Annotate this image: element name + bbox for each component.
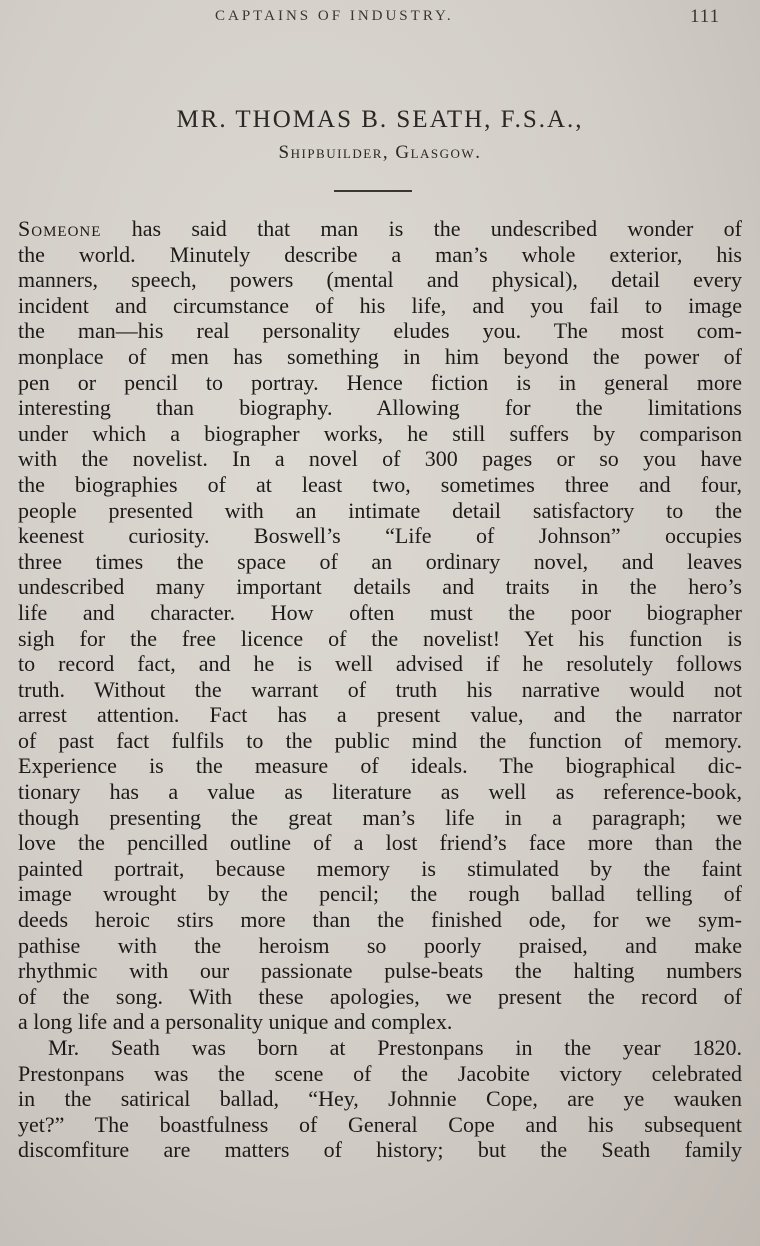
text-line: interesting than biography. Allowing for the limitations <box>18 395 742 421</box>
text-line: Mr. Seath was born at Prestonpans in the year 1820. <box>48 1035 742 1060</box>
running-head: CAPTAINS OF INDUSTRY. <box>215 8 454 24</box>
text-line: rhythmic with our passionate pulse-beats the halting numbers <box>18 958 742 984</box>
text-line: undescribed many important details and traits in the hero’s <box>18 574 742 600</box>
text-line: keenest curiosity. Boswell’s “Life of Johnson” occupies <box>18 523 742 549</box>
text-line: under which a biographer works, he still suffers by comparison <box>18 420 742 446</box>
article-body <box>18 216 742 1163</box>
page-number: 111 <box>690 6 721 27</box>
lead-word: Someone <box>18 216 102 241</box>
text-line: to record fact, and he is well advised if he resolutely follows <box>18 651 742 677</box>
text-line: a long life and a personality unique and complex. <box>18 1009 453 1035</box>
text-line: Someone has said that man is the undescribed wonder of <box>18 216 742 241</box>
text-line: arrest attention. Fact has a present value, and the narrator <box>18 702 742 728</box>
text-line: yet?” The boastfulness of General Cope and his subsequent <box>18 1111 742 1137</box>
text-line: of the song. With these apologies, we present the record of <box>18 983 742 1009</box>
text-line: monplace of men has something in him beyond the power of <box>18 343 742 369</box>
article-title: MR. THOMAS B. SEATH, F.S.A., <box>176 106 584 133</box>
text-line: the biographies of at least two, sometimes three and four, <box>18 471 742 497</box>
text-line: image wrought by the pencil; the rough ballad telling of <box>18 881 742 907</box>
text-line: deeds heroic stirs more than the finished ode, for we sym- <box>18 907 742 933</box>
paragraph-1 <box>18 216 742 1035</box>
text-line: sigh for the free licence of the novelist! Yet his function is <box>18 625 742 651</box>
text-line: people presented with an intimate detail satisfactory to the <box>18 497 742 523</box>
text-line: manners, speech, powers (mental and physical), detail every <box>18 267 742 293</box>
text-line: of past fact fulfils to the public mind the function of memory. <box>18 727 742 753</box>
text-line: three times the space of an ordinary novel, and leaves <box>18 548 742 574</box>
text-line: Prestonpans was the scene of the Jacobite victory celebrated <box>18 1060 742 1086</box>
text-line: life and character. How often must the poor biographer <box>18 599 742 625</box>
text-line: Experience is the measure of ideals. The biographical dic- <box>18 753 742 779</box>
title-rule <box>334 190 412 192</box>
text-line: pathise with the heroism so poorly praised, and make <box>18 932 742 958</box>
paragraph-2 <box>18 1035 742 1163</box>
text-line: in the satirical ballad, “Hey, Johnnie Cope, are ye wauken <box>18 1086 742 1112</box>
text-line: truth. Without the warrant of truth his narrative would not <box>18 676 742 702</box>
text-line: discomfiture are matters of history; but the Seath family <box>18 1137 742 1163</box>
text-line: painted portrait, because memory is stimulated by the faint <box>18 855 742 881</box>
text-line: love the pencilled outline of a lost friend’s face more than the <box>18 830 742 856</box>
text-line: though presenting the great man’s life in a paragraph; we <box>18 804 742 830</box>
text-line: the world. Minutely describe a man’s whole exterior, his <box>18 241 742 267</box>
text-line: tionary has a value as literature as well as reference-book, <box>18 779 742 805</box>
text-line: pen or pencil to portray. Hence fiction is in general more <box>18 369 742 395</box>
article-subtitle: Shipbuilder, Glasgow. <box>278 142 482 163</box>
text-line: incident and circumstance of his life, and you fail to image <box>18 292 742 318</box>
text-line: the man—his real personality eludes you. The most com- <box>18 318 742 344</box>
text-line: with the novelist. In a novel of 300 pages or so you have <box>18 446 742 472</box>
